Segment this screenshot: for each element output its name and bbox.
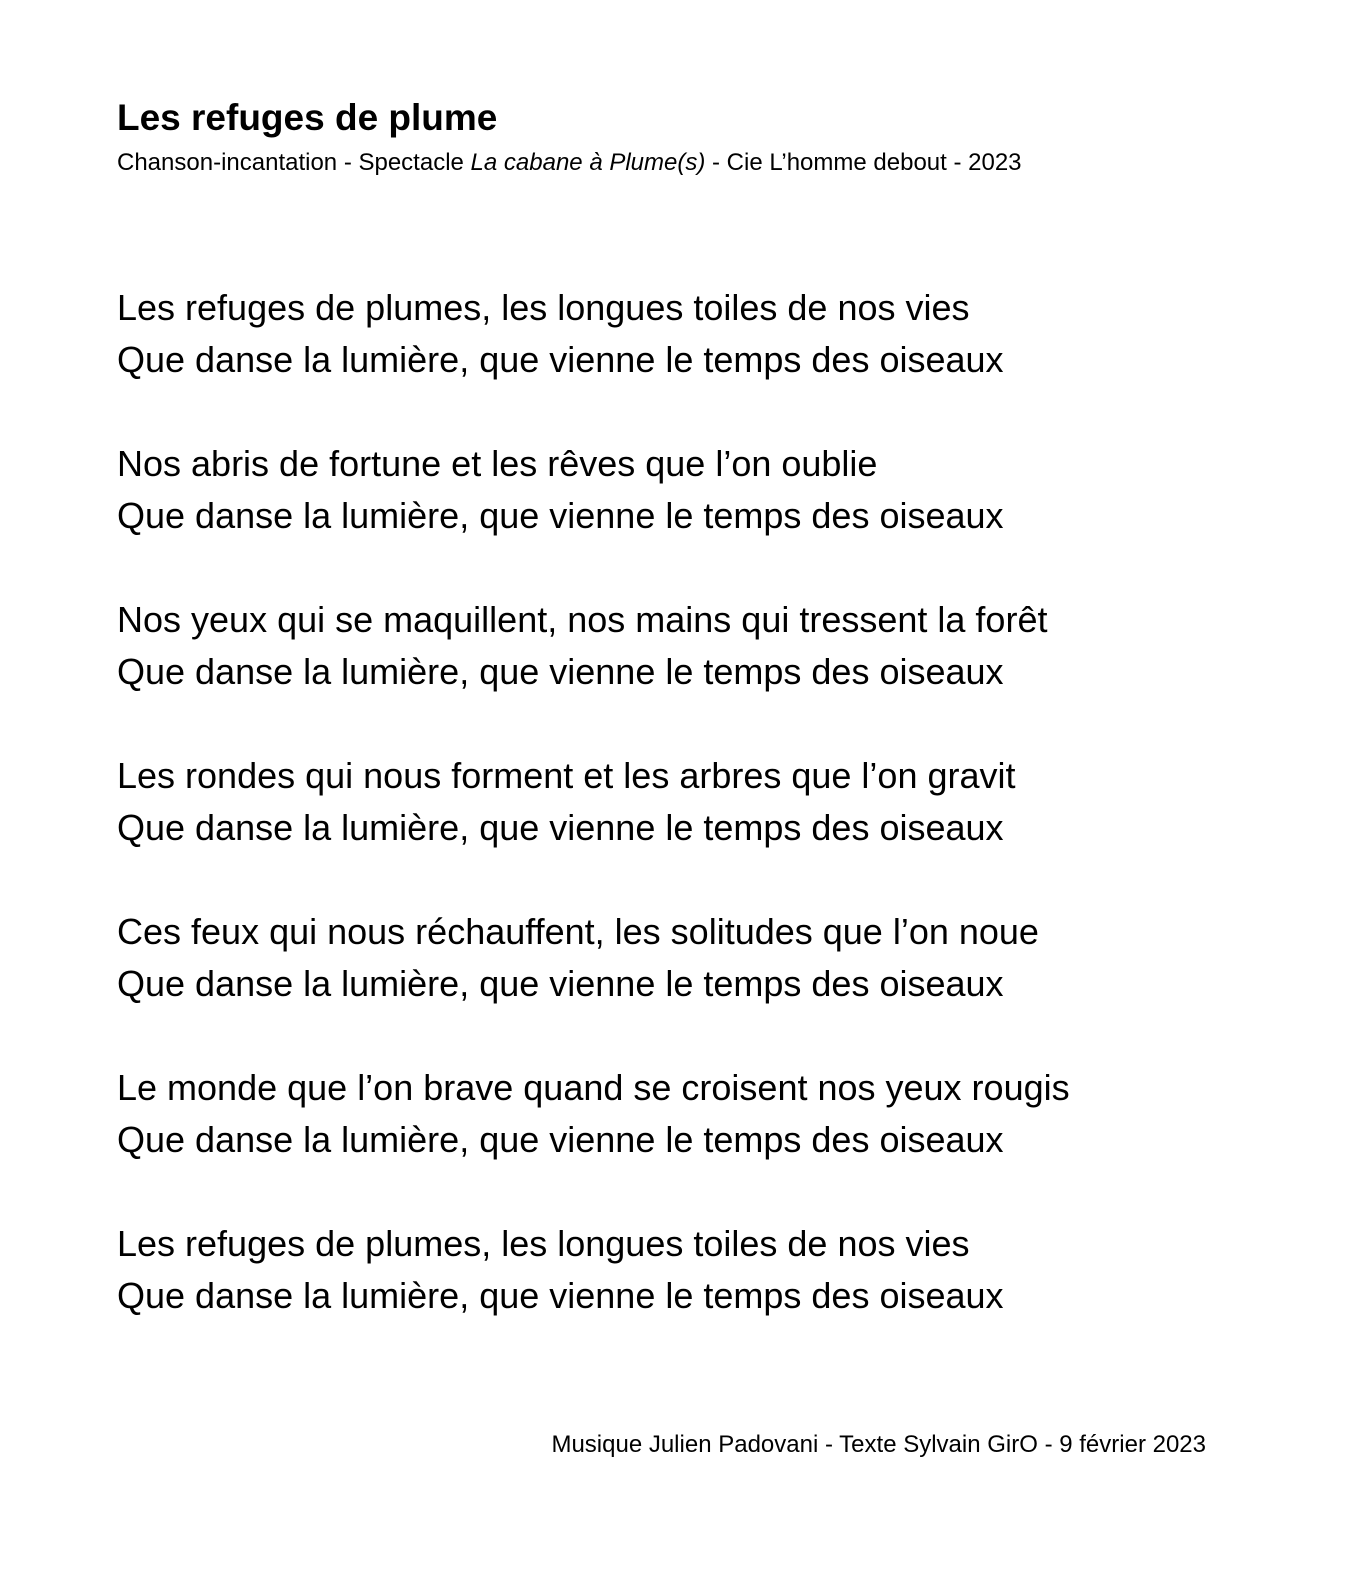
- lyric-line: Nos abris de fortune et les rêves que l’on oublie: [117, 443, 878, 484]
- stanza: [117, 1218, 1237, 1322]
- stanza: [117, 438, 1237, 542]
- show-title: La cabane à Plume(s): [470, 149, 706, 176]
- refrain-line: Que danse la lumière, que vienne le temps des oiseaux: [117, 807, 1004, 848]
- refrain-line: Que danse la lumière, que vienne le temps des oiseaux: [117, 495, 1004, 536]
- refrain-line: Que danse la lumière, que vienne le temps des oiseaux: [117, 963, 1004, 1004]
- lyric-line: Nos yeux qui se maquillent, nos mains qui tressent la forêt: [117, 599, 1048, 640]
- lyric-line: Ces feux qui nous réchauffent, les solitudes que l’on noue: [117, 911, 1039, 952]
- lyric-line: Les refuges de plumes, les longues toiles de nos vies: [117, 1223, 970, 1264]
- stanza: [117, 1062, 1237, 1166]
- credits: Musique Julien Padovani - Texte Sylvain GirO - 9 février 2023: [551, 1431, 1206, 1458]
- subtitle-suffix: - Cie L’homme debout - 2023: [705, 149, 1022, 176]
- stanza: [117, 750, 1237, 854]
- subtitle: [117, 148, 1022, 178]
- stanza: [117, 282, 1237, 386]
- refrain-line: Que danse la lumière, que vienne le temps des oiseaux: [117, 339, 1004, 380]
- page-title: Les refuges de plume: [117, 97, 498, 138]
- lyric-line: Le monde que l’on brave quand se croisent nos yeux rougis: [117, 1067, 1070, 1108]
- stanza: [117, 906, 1237, 1010]
- stanza: [117, 594, 1237, 698]
- refrain-line: Que danse la lumière, que vienne le temps des oiseaux: [117, 1275, 1004, 1316]
- lyrics: [117, 282, 1237, 1374]
- lyric-line: Les refuges de plumes, les longues toiles de nos vies: [117, 287, 970, 328]
- subtitle-prefix: Chanson-incantation - Spectacle: [117, 149, 471, 176]
- lyric-line: Les rondes qui nous forment et les arbres que l’on gravit: [117, 755, 1016, 796]
- refrain-line: Que danse la lumière, que vienne le temps des oiseaux: [117, 1119, 1004, 1160]
- refrain-line: Que danse la lumière, que vienne le temps des oiseaux: [117, 651, 1004, 692]
